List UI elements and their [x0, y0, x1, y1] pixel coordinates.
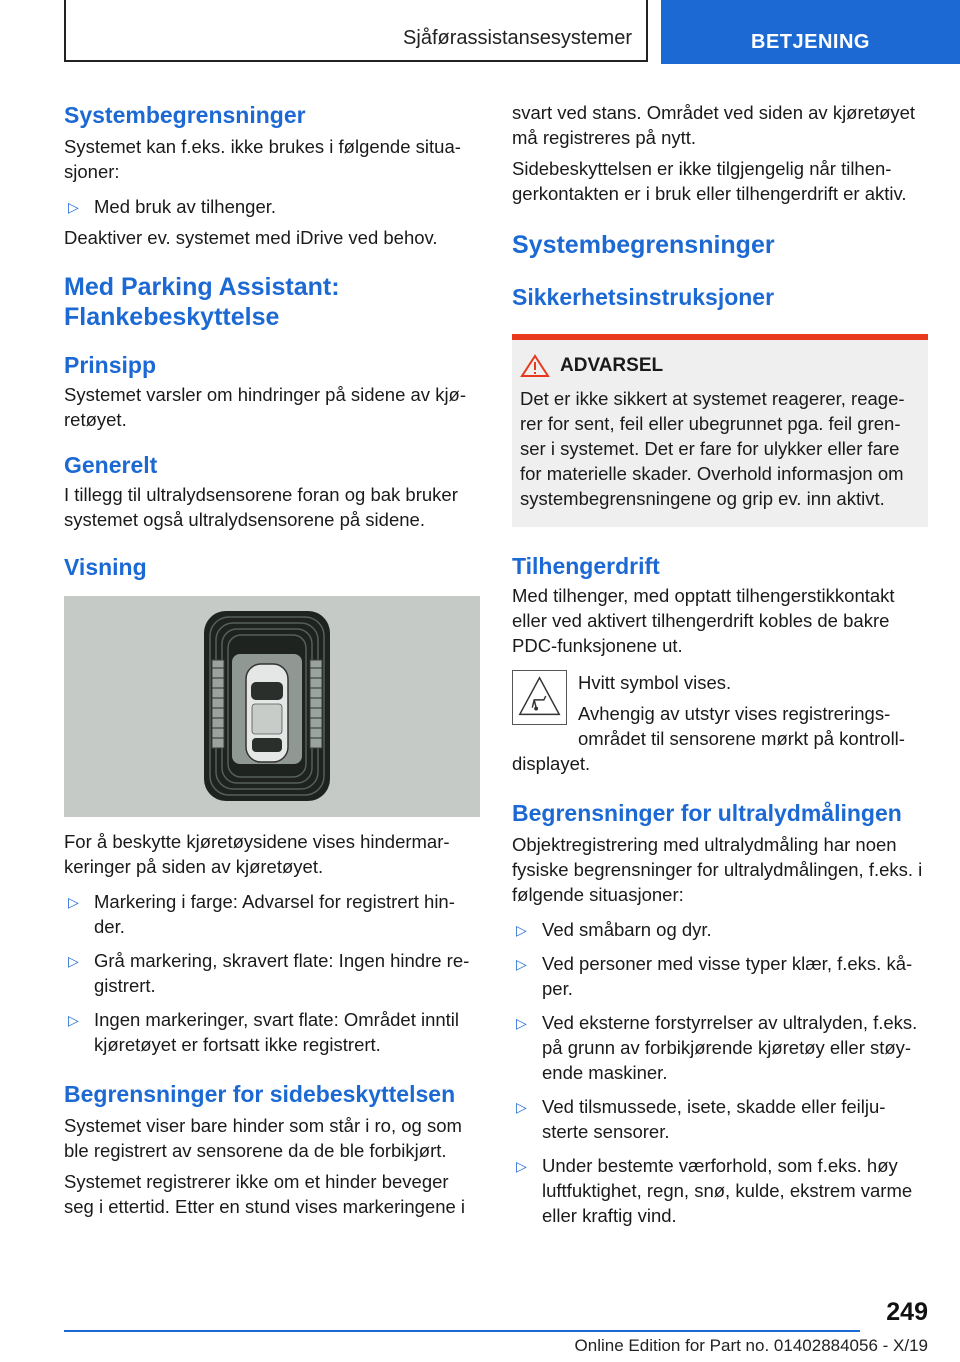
list-item: ▷ Grå markering, skravert flate: Ingen hindre re-gistrert. [68, 950, 470, 996]
warning-text: Det er ikke sikkert at systemet reagerer, reage-rer for sent, feil eller ubegrunnet pga. feil gren-ser i systemet. Det er fare for ulykker eller fare for materielle skader. Overhold informasjon om systembegrensningene og grip ev. inn aktivt. [520, 388, 905, 509]
heading-parking-assistant: Med Parking Assistant: Flankebeskyttelse [64, 273, 340, 331]
list-item: ▷ Markering i farge: Advarsel for registrert hin-der. [68, 891, 455, 937]
side-text-2: Systemet registrerer ikke om et hinder beveger seg i ettertid. Etter en stund vises markeringene i [64, 1171, 466, 1217]
chapter-tab [661, 0, 960, 64]
bullet-arrow-icon: ▷ [68, 1012, 79, 1028]
list-item: ▷ Ved personer med visse typer klær, f.eks. kå-per. [516, 953, 913, 999]
list-item: ▷ Ved småbarn og dyr. [512, 917, 928, 942]
trailer-symbol-block [512, 670, 928, 776]
section-tab [64, 0, 648, 62]
page-number: 249 [886, 1298, 928, 1326]
symbol-line-1: Hvitt symbol vises. [578, 672, 732, 693]
display-text: For å beskytte kjøretøysidene vises hindermar-keringer på siden av kjøretøyet. [64, 831, 450, 877]
symbol-line-3: displayet. [512, 753, 591, 774]
parking-display-figure [64, 596, 480, 817]
trailer-warning-icon [512, 670, 567, 725]
right-column [512, 100, 928, 1228]
left-column [64, 100, 480, 1219]
bullet-arrow-icon: ▷ [516, 922, 527, 938]
list-item: ▷ Ingen markeringer, svart flate: Området inntil kjøretøyet er fortsatt ikke registrert. [68, 1009, 460, 1055]
limits-text: Systemet kan f.eks. ikke brukes i følgende situa-sjoner: [64, 136, 461, 182]
bullet-arrow-icon: ▷ [516, 1015, 527, 1031]
symbol-line-2: Avhengig av utstyr vises registrerings-området til sensorene mørkt på kontroll- [578, 703, 905, 749]
chapter-title: BETJENING [751, 31, 870, 53]
heading-side-limits: Begrensninger for sidebeskyttelsen [64, 1081, 456, 1107]
continued-text: svart ved stans. Området ved siden av kjøretøyet må registreres på nytt. [512, 102, 916, 148]
footer-edition: Online Edition for Part no. 01402884056 - X/19 [574, 1336, 928, 1355]
symbol-description [512, 670, 928, 751]
list-item: ▷ Med bruk av tilhenger. [64, 194, 480, 219]
heading-system-limits-right: Systembegrensninger [512, 231, 775, 259]
warning-box [512, 334, 928, 527]
list-item: ▷ Ved eksterne forstyrrelser av ultralyden, f.eks. på grunn av forbikjørende kjøretøy eller støy-ende maskiner. [516, 1012, 918, 1083]
bullet-arrow-icon: ▷ [68, 199, 79, 215]
list-item: ▷ Under bestemte værforhold, som f.eks. høy luftfuktighet, regn, snø, kulde, ekstrem varme eller kraftig vind. [516, 1155, 913, 1226]
trailer-text: Med tilhenger, med opptatt tilhengerstikkontakt eller ved aktivert tilhengerdrift kobles de bakre PDC-funksjonene ut. [512, 585, 895, 656]
bullet-arrow-icon: ▷ [516, 1158, 527, 1174]
warning-title-row [520, 354, 920, 378]
bullet-arrow-icon: ▷ [516, 956, 527, 972]
warning-bar [512, 334, 928, 340]
heading-display: Visning [64, 554, 147, 580]
deactivate-text: Deaktiver ev. systemet med iDrive ved behov. [64, 227, 438, 248]
section-title: Sjåførassistansesystemer [403, 27, 632, 49]
bullet-arrow-icon: ▷ [68, 953, 79, 969]
heading-principle: Prinsipp [64, 352, 157, 378]
page-header [64, 0, 960, 64]
warning-title: ADVARSEL [560, 355, 664, 376]
heading-general: Generelt [64, 452, 158, 478]
general-text: I tillegg til ultralydsensorene foran og bak bruker systemet også ultralydsensorene på sidene. [64, 484, 458, 530]
heading-system-limits: Systembegrensninger [64, 102, 306, 128]
principle-text: Systemet varsler om hindringer på sidene av kjø-retøyet. [64, 384, 467, 430]
heading-safety: Sikkerhetsinstruksjoner [512, 284, 775, 310]
side-text-1: Systemet viser bare hinder som står i ro, og som ble registrert av sensorene da de ble forbikjørt. [64, 1115, 462, 1161]
trailer-note: Sidebeskyttelsen er ikke tilgjengelig når tilhen-gerkontakten er i bruk eller tilhengerdrift er aktiv. [512, 158, 907, 204]
warning-triangle-icon [520, 354, 550, 378]
car-top-view-icon [64, 596, 480, 817]
bullet-arrow-icon: ▷ [68, 894, 79, 910]
footer-rule [64, 1330, 860, 1332]
list-item: ▷ Ved tilsmussede, isete, skadde eller feilju-sterte sensorer. [516, 1096, 886, 1142]
bullet-arrow-icon: ▷ [516, 1099, 527, 1115]
heading-ultrasound-limits: Begrensninger for ultralydmålingen [512, 800, 902, 826]
heading-trailer: Tilhengerdrift [512, 553, 660, 579]
ultrasound-text: Objektregistrering med ultralydmåling har noen fysiske begrensninger for ultralydmålingen, f.eks. i følgende situasjoner: [512, 834, 923, 905]
